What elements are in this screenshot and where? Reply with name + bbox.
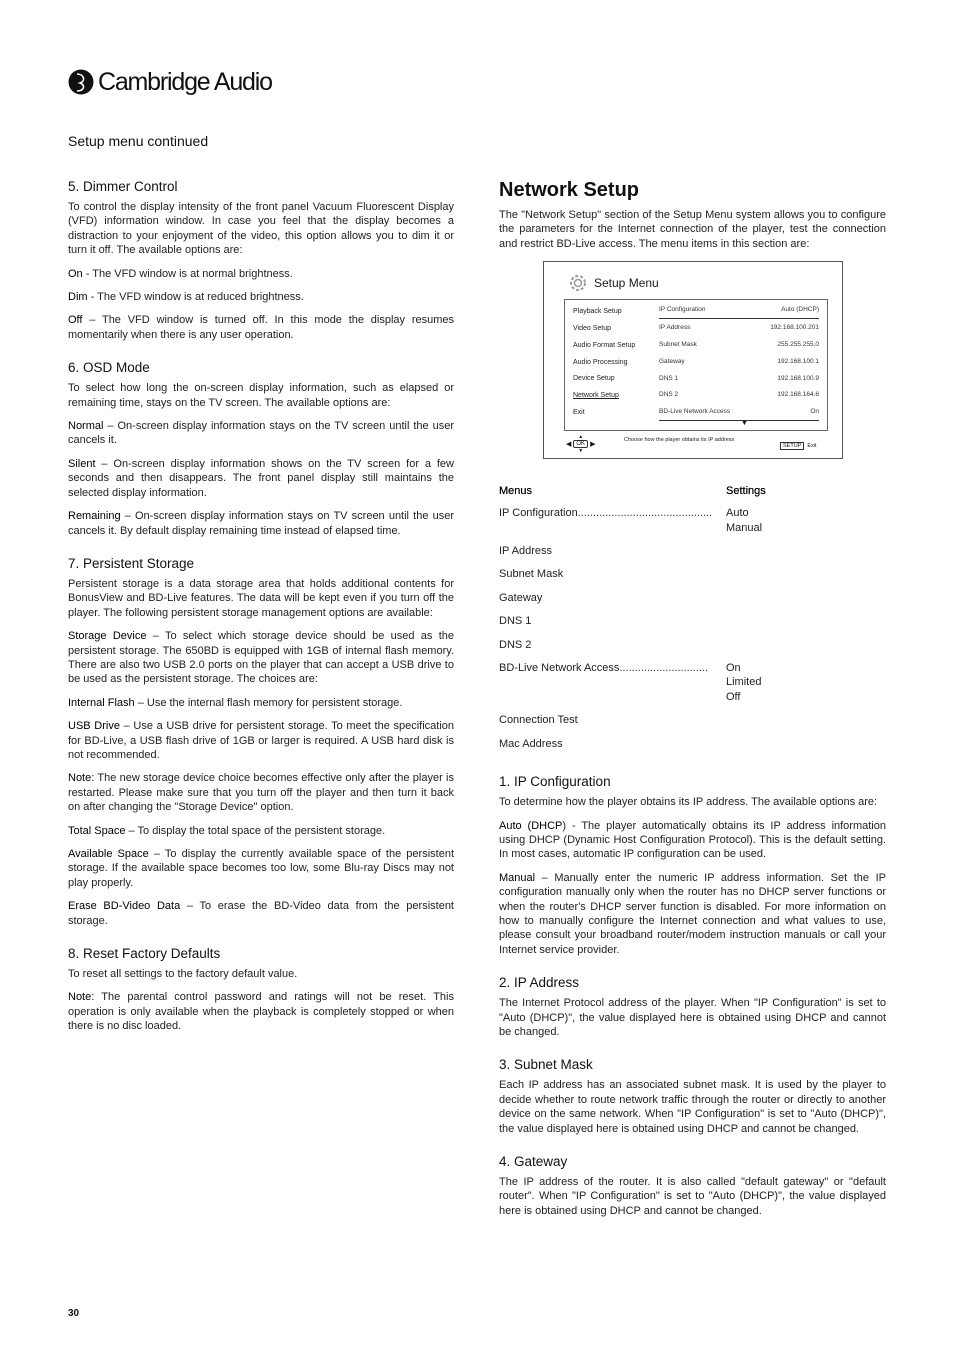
section-header: Setup menu continued — [68, 133, 209, 149]
paragraph-text: – To display the currently available space of the persistent storage. If the available space becomes too low, some Blu-ray Discs may not play properly. — [68, 848, 454, 889]
paragraph — [68, 290, 454, 304]
paragraph — [68, 200, 454, 258]
osd-setting-row — [659, 306, 819, 319]
osd-setting-value: 255.255.255.0 — [777, 341, 819, 349]
osd-menu-item: Exit — [573, 409, 585, 416]
section-block — [68, 178, 454, 342]
menus-header: Menus — [499, 485, 533, 498]
paragraph-text: – To erase the BD-Video data from the persistent storage. — [68, 900, 454, 927]
option-label: Remaining — [68, 510, 121, 523]
menu-name: Connection Test — [499, 714, 578, 727]
paragraph — [68, 771, 454, 814]
right-column — [499, 178, 886, 1235]
table-row — [499, 614, 886, 628]
osd-setting-row — [659, 324, 819, 341]
option-label: Total Space — [68, 824, 126, 837]
option-label: Note — [68, 991, 92, 1004]
leader-dots: ............................. — [619, 662, 709, 675]
section-title: 4. Gateway — [499, 1154, 568, 1169]
paragraph — [68, 577, 454, 620]
menu-name: IP Address — [499, 545, 552, 558]
paragraph-text: – Use a USB drive for persistent storage. To meet the specification for BD-Live, a USB flash drive of 1GB or larger is required. A USB hard disk is not recommended. — [68, 720, 455, 761]
section-title: 5. Dimmer Control — [68, 179, 178, 194]
menu-cell — [499, 544, 726, 558]
paragraph-text: – To select which storage device should be used as the persistent storage. The 650BD is equipped with 1GB of internal flash memory. There are also two USB 2.0 ports on the player that can accept a USB drive to be used as the persistent storage. The choices are: — [68, 630, 454, 686]
paragraph-text: To determine how the player obtains its IP address. The available options are: — [499, 796, 878, 809]
menu-cell — [499, 614, 726, 628]
paragraph — [68, 267, 454, 281]
osd-menu-item: Audio Processing — [573, 358, 628, 366]
arrow-up-icon: ▲ — [578, 434, 584, 441]
settings-header: Settings — [726, 485, 766, 498]
osd-exit-hint — [780, 443, 817, 449]
table-row — [499, 737, 886, 751]
paragraph-text: – Use the internal flash memory for persistent storage. — [134, 696, 403, 709]
osd-setting-value: On — [810, 408, 819, 416]
section-block — [68, 555, 454, 928]
osd-menu-item: Audio Format Setup — [573, 341, 636, 349]
section-block — [499, 974, 886, 1039]
section-block — [68, 945, 454, 1034]
menu-cell — [499, 591, 726, 605]
option-label: Dim — [68, 291, 88, 304]
menu-cell — [499, 638, 726, 652]
option-label: Off — [68, 314, 83, 327]
osd-menu-item: Playback Setup — [573, 308, 622, 316]
paragraph — [499, 1078, 886, 1136]
brand-name: Cambridge Audio — [98, 67, 272, 96]
paragraph-text: – On-screen display information stays on TV screen until the user cancels it. By default display remaining time instead of elapsed time. — [68, 510, 454, 537]
brand-logo — [68, 66, 272, 98]
osd-setting-name: DNS 2 — [659, 391, 679, 399]
network-sections — [499, 773, 886, 1218]
table-row — [499, 506, 886, 535]
section-block — [68, 359, 454, 538]
osd-menu-item: Device Setup — [573, 375, 615, 383]
paragraph — [499, 996, 886, 1039]
option-label: Erase BD-Video Data — [68, 900, 181, 913]
menu-name: IP Configuration — [499, 507, 578, 520]
paragraph — [68, 457, 454, 500]
menu-cell — [499, 713, 726, 727]
setting-value: Limited — [726, 676, 762, 689]
table-row — [499, 713, 886, 727]
menu-cell — [499, 506, 726, 535]
section-title: 8. Reset Factory Defaults — [68, 946, 221, 962]
paragraph — [68, 847, 454, 890]
menu-cell — [499, 567, 726, 581]
osd-menu-list — [573, 308, 635, 426]
osd-setting-value: 192.168.100.9 — [777, 374, 819, 382]
osd-setting-name: Gateway — [659, 357, 685, 365]
osd-setting-name: BD-Live Network Access — [659, 408, 731, 416]
arrow-left-icon: ◀ — [566, 441, 572, 449]
cambridge-audio-logo-icon — [68, 69, 94, 95]
settings-cell — [726, 661, 761, 704]
paragraph — [68, 990, 454, 1033]
setting-value: Off — [726, 690, 741, 703]
paragraph-text: Persistent storage is a data storage area that holds additional contents for BonusView and BD-Live features. The data will be kept even if you turn off the player. The following persistent storage management options are available: — [68, 577, 454, 619]
option-label: Normal — [68, 420, 104, 433]
osd-setting-value: Auto (DHCP) — [781, 306, 819, 314]
osd-setting-value: 192.168.100.1 — [777, 357, 819, 365]
osd-setting-value: 192.168.100.201 — [770, 324, 819, 332]
table-row — [499, 567, 886, 581]
menu-name: Gateway — [499, 591, 543, 604]
osd-setting-name: DNS 1 — [659, 374, 679, 382]
option-label: Internal Flash — [68, 696, 135, 709]
section-title: 2. IP Address — [499, 975, 580, 991]
paragraph — [499, 871, 886, 957]
paragraph — [499, 795, 886, 809]
option-label: Auto (DHCP — [499, 819, 563, 832]
arrow-right-icon: ▶ — [590, 441, 596, 449]
paragraph-text: The IP address of the router. It is also called "default gateway" or "default router". When "IP Configuration" is set to "Auto (DHCP)", the value displayed here is obtained using DHCP and cannot be changed. — [499, 1176, 886, 1217]
paragraph-text: To control the display intensity of the front panel Vacuum Fluorescent Display (VFD) information window. In case you feel that the display becomes a distraction to your enjoyment of the video, this option allows you to dim it or turn it off. The available options are: — [68, 201, 454, 257]
menu-name: DNS 1 — [499, 615, 532, 628]
osd-settings-list — [659, 306, 819, 421]
paragraph — [68, 899, 454, 928]
paragraph-text: To select how long the on-screen display information, such as elapsed or remaining time, stays on the TV screen. The available options are: — [68, 382, 454, 409]
paragraph — [68, 967, 454, 981]
paragraph — [68, 719, 454, 762]
menu-name: Mac Address — [499, 737, 563, 750]
section-block — [499, 1153, 886, 1218]
network-setup-intro: The "Network Setup" section of the Setup Menu system allows you to configure the parameters for the Internet connection of the player, test the connection and restrict BD-Live access. The menu items in this section are: — [499, 209, 886, 250]
table-body — [499, 506, 886, 751]
table-row — [499, 661, 886, 704]
paragraph-text: : The new storage device choice becomes effective only after the player is restarted. Please make sure that you turn off the player and then turn it back on after changing the "Storage Device" option. — [68, 772, 454, 814]
osd-nav-pad — [566, 434, 595, 454]
page-number: 30 — [68, 1308, 80, 1319]
setup-key-action: Exit — [807, 443, 817, 450]
setting-value: Manual — [726, 521, 763, 534]
section-title: 6. OSD Mode — [68, 360, 150, 376]
option-label: Storage Device — [68, 630, 147, 643]
paragraph — [68, 313, 454, 342]
menu-name: DNS 2 — [499, 638, 532, 651]
menu-name: Subnet Mask — [499, 568, 564, 581]
section-title: 3. Subnet Mask — [499, 1057, 593, 1073]
paragraph — [499, 819, 886, 862]
osd-setting-name: IP Address — [659, 324, 691, 332]
osd-setting-row — [659, 375, 819, 392]
table-header — [499, 485, 886, 497]
option-label: On — [68, 267, 83, 280]
section-title: 7. Persistent Storage — [68, 555, 195, 571]
paragraph-text: ) - The player automatically obtains its IP address information using DHCP (Dynamic Host Configuration Protocol). This is the default setting. In most cases, automatic IP configuration can be used. — [499, 819, 886, 861]
osd-menu-item: Network Setup — [573, 392, 619, 400]
osd-title: Setup Menu — [594, 276, 659, 291]
leader-dots: ............................................ — [577, 507, 713, 520]
paragraph — [68, 419, 454, 448]
osd-setting-row — [659, 408, 819, 421]
settings-cell — [726, 506, 762, 535]
section-title: 1. IP Configuration — [499, 774, 611, 790]
paragraph-text: – On-screen display information shows on the TV screen for a few seconds and then disappears. The front panel display still maintains the selected display information. — [68, 457, 454, 499]
osd-hint: Choose how the player obtains its IP address — [624, 437, 735, 444]
osd-setting-row — [659, 341, 819, 358]
section-block — [499, 1056, 886, 1136]
paragraph-text: - The VFD window is at reduced brightness. — [87, 291, 304, 304]
paragraph-text: : The parental control password and ratings will not be reset. This operation is only available when the playback is completely stopped or when there is no disc loaded. — [68, 991, 454, 1033]
option-label: Silent — [68, 457, 96, 470]
paragraph — [68, 629, 454, 687]
option-label: Available Space — [68, 848, 149, 860]
paragraph — [499, 1175, 886, 1218]
setup-key: SETUP — [780, 442, 804, 450]
arrow-down-icon: ▼ — [578, 448, 584, 455]
setup-menu-screenshot — [543, 261, 843, 459]
table-row — [499, 638, 886, 652]
paragraph-text: – On-screen display information stays on the TV screen until the user cancels it. — [68, 420, 454, 447]
paragraph — [68, 696, 454, 710]
chevron-down-icon: ▼ — [741, 420, 748, 428]
osd-setting-value: 192.168.164.6 — [777, 391, 819, 399]
option-label: Note — [68, 772, 92, 785]
paragraph-text: The Internet Protocol address of the player. When "IP Configuration" is set to "Auto (DHCP)", the value displayed here is obtained using DHCP and cannot be changed. — [499, 997, 886, 1038]
menu-name: BD-Live Network Access — [499, 662, 620, 675]
menu-cell — [499, 661, 726, 704]
osd-menu-item: Video Setup — [573, 325, 612, 333]
gear-icon — [568, 273, 588, 293]
paragraph-text: – The VFD window is turned off. In this mode the display resumes momentarily when there is any user operation. — [68, 314, 454, 341]
section-block — [499, 773, 886, 957]
setting-value: Auto — [726, 507, 749, 520]
setting-value: On — [726, 662, 741, 675]
table-row — [499, 544, 886, 558]
ok-button-icon: OK — [573, 440, 588, 448]
table-row — [499, 591, 886, 605]
osd-setting-name: IP Configuration — [659, 306, 706, 314]
paragraph-text: – Manually enter the numeric IP address information. Set the IP configuration manually only when the router has no DHCP server functions or when the router's DHCP server function is disabled. For more information on how to manually configure the Internet connection and what values to use, please consult your broadband router/modem instruction manuals or call your Internet service provider. — [499, 871, 886, 956]
osd-setting-name: Subnet Mask — [659, 341, 697, 349]
osd-setting-row — [659, 358, 819, 375]
osd-panel — [564, 299, 828, 431]
osd-setting-row — [659, 391, 819, 408]
menu-cell — [499, 737, 726, 751]
paragraph — [68, 381, 454, 410]
paragraph-text: - The VFD window is at normal brightness. — [82, 267, 293, 280]
left-column — [68, 178, 454, 1051]
paragraph-text: – To display the total space of the persistent storage. — [125, 824, 386, 837]
paragraph — [68, 509, 454, 538]
paragraph-text: To reset all settings to the factory default value. — [68, 968, 298, 981]
paragraph-text: Each IP address has an associated subnet mask. It is used by the player to decide whether to route network traffic through the router or directly to another device on the same network. When "IP Configuration" is set to "Auto (DHCP)", the value displayed here is obtained using DHCP and cannot be changed. — [499, 1079, 886, 1135]
option-label: USB Drive — [68, 720, 120, 733]
paragraph — [68, 824, 454, 838]
option-label: Manual — [499, 871, 536, 884]
network-setup-title: Network Setup — [499, 179, 640, 201]
menus-settings-table — [499, 485, 886, 751]
